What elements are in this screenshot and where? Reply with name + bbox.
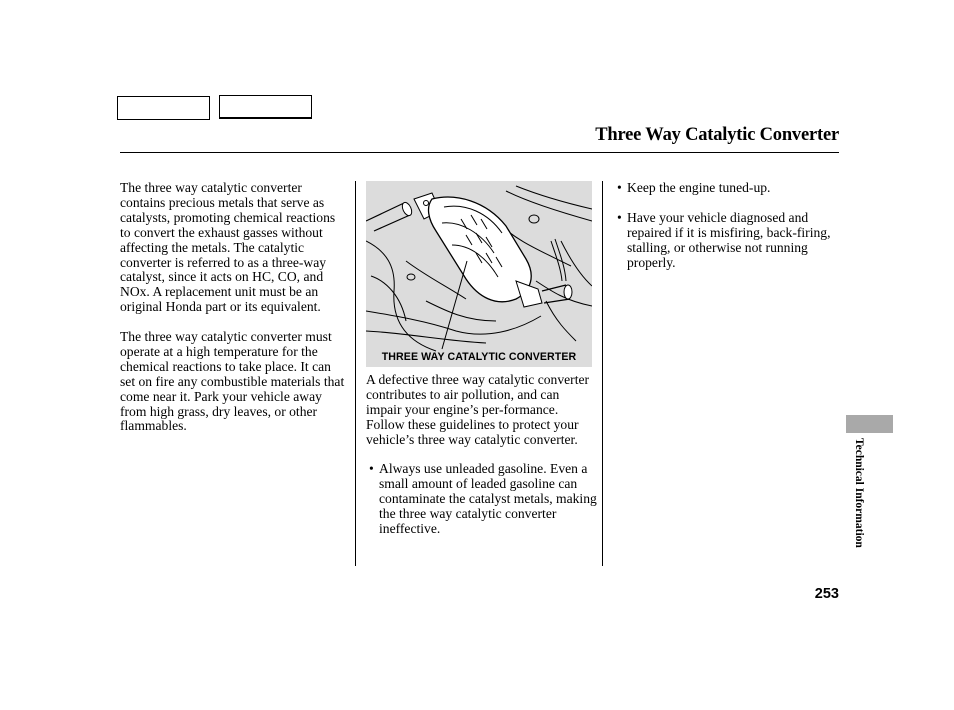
column-1	[120, 181, 348, 449]
column-divider-2	[602, 181, 603, 566]
list-item	[366, 462, 598, 537]
paragraph-catalyst-description: The three way catalytic converter contains precious metals that serve as catalysts, promoting chemical reactions to convert the exhaust gasses without affecting the metals. The catalytic converter is referred to as a three-way catalyst, since it acts on HC, CO, and NOx. A replacement unit must be an original Honda part or its equivalent.	[120, 180, 336, 315]
column-divider-1	[355, 181, 356, 566]
catalytic-converter-illustration	[366, 181, 592, 367]
paragraph-defective-converter: A defective three way catalytic converter contributes to air pollution, and can impair your engine’s per-formance. Follow these guidelines to protect your vehicle’s three way catalytic converter.	[366, 372, 590, 447]
list-item	[616, 211, 838, 271]
converter-drawing	[366, 181, 592, 367]
bullet-diagnose-vehicle: Have your vehicle diagnosed and repaired if it is misfiring, back-firing, stalling, or otherwise not running properly.	[627, 209, 831, 270]
bullet-icon: •	[369, 461, 374, 477]
paragraph-fire-warning: The three way catalytic converter must operate at a high temperature for the chemical reactions to take place. It can set on fire any combustible materials that come near it. Park your vehicle away from high grass, dry leaves, or other flammables.	[120, 329, 345, 434]
bullet-icon: •	[617, 180, 622, 195]
list-item	[616, 181, 838, 196]
section-tab[interactable]	[846, 415, 893, 433]
section-label: Technical Information	[853, 438, 865, 548]
figure-caption: THREE WAY CATALYTIC CONVERTER	[381, 351, 577, 363]
bullet-unleaded-gasoline: Always use unleaded gasoline. Even a small amount of leaded gasoline can contaminate the catalyst metals, making the three way catalytic converter ineffective.	[379, 461, 597, 537]
title-divider	[120, 152, 839, 153]
page-title: Three Way Catalytic Converter	[595, 125, 839, 145]
previous-page-button[interactable]	[117, 96, 210, 120]
next-page-button[interactable]	[219, 95, 312, 119]
bullet-icon: •	[617, 209, 622, 225]
page-number: 253	[814, 586, 839, 602]
column-3	[616, 181, 838, 285]
bullet-engine-tuned: Keep the engine tuned-up.	[627, 180, 771, 195]
column-2	[366, 373, 598, 537]
